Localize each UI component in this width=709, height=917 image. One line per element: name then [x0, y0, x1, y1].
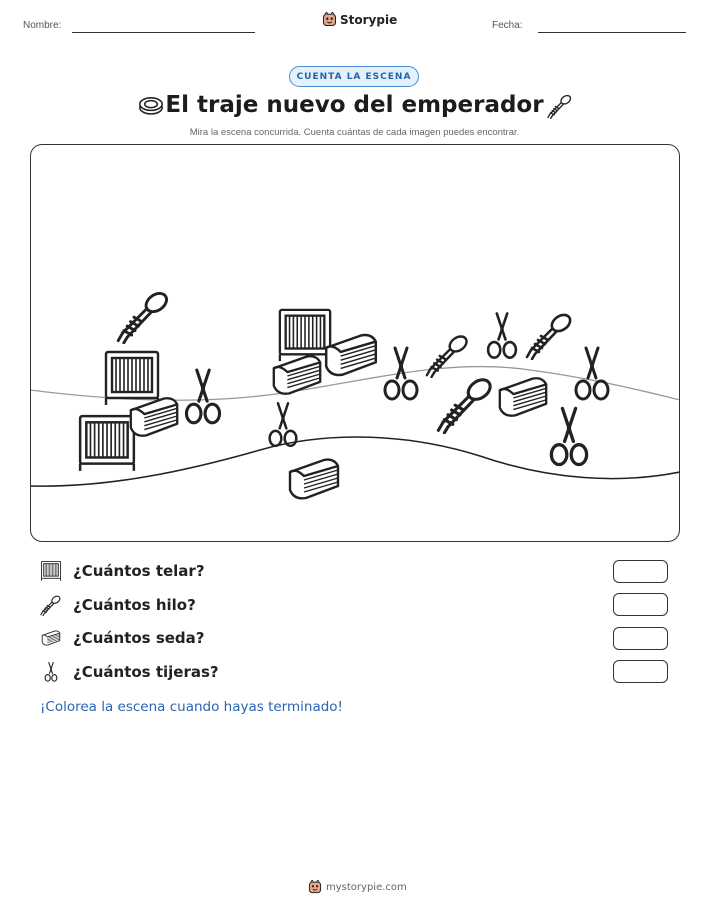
page-title: El traje nuevo del emperador: [165, 92, 544, 118]
scissors-icon[interactable]: [269, 403, 296, 446]
coloring-note: ¡Colorea la escena cuando hayas terminado!: [40, 699, 343, 715]
footer: [308, 880, 407, 894]
silk-icon: [40, 627, 62, 649]
instructions: Mira la escena concurrida. Cuenta cuántas de cada imagen puedes encontrar.: [189, 127, 520, 138]
brand-name: Storypie: [340, 12, 398, 27]
thread-icon: [547, 93, 573, 119]
scene-canvas: [30, 144, 680, 542]
thread-icon[interactable]: [438, 375, 493, 432]
question-text: ¿Cuántos telar?: [73, 562, 205, 580]
activity-badge: CUENTA LA ESCENA: [289, 66, 419, 87]
mascot-icon: [322, 12, 337, 27]
thread-icon[interactable]: [426, 333, 469, 377]
question-scissors: [40, 661, 219, 683]
date-label: Fecha:: [492, 20, 523, 31]
question-text: ¿Cuántos hilo?: [73, 596, 196, 614]
scissors-icon[interactable]: [576, 348, 608, 399]
scissors-icon[interactable]: [551, 408, 586, 464]
scissors-icon: [40, 661, 62, 683]
loom-icon[interactable]: [80, 416, 134, 471]
silk-icon[interactable]: [326, 334, 376, 374]
loom-icon: [40, 560, 62, 582]
scissors-icon[interactable]: [186, 370, 219, 423]
brand-logo: [322, 12, 397, 27]
silk-icon[interactable]: [290, 459, 338, 498]
question-loom: [40, 560, 205, 582]
thread-icon[interactable]: [527, 311, 573, 358]
answer-box-silk[interactable]: [613, 627, 668, 650]
footer-url: mystorypie.com: [326, 881, 407, 893]
thread-icon[interactable]: [118, 289, 170, 342]
answer-box-thread[interactable]: [613, 593, 668, 616]
loom-icon[interactable]: [106, 352, 158, 405]
silk-icon[interactable]: [499, 378, 545, 415]
loom-icon[interactable]: [279, 309, 329, 360]
mascot-icon: [308, 880, 322, 894]
scissors-icon[interactable]: [488, 313, 516, 357]
silk-icon[interactable]: [130, 398, 176, 435]
question-silk: [40, 627, 204, 649]
date-line[interactable]: [538, 32, 686, 33]
scene-panel: [30, 144, 680, 542]
question-text: ¿Cuántos tijeras?: [73, 663, 219, 681]
answer-box-scissors[interactable]: [613, 660, 668, 683]
thread-icon: [40, 594, 62, 616]
name-label: Nombre:: [23, 20, 62, 31]
question-thread: [40, 594, 196, 616]
name-line[interactable]: [72, 32, 255, 33]
question-text: ¿Cuántos seda?: [73, 629, 205, 647]
answer-box-loom[interactable]: [613, 560, 668, 583]
